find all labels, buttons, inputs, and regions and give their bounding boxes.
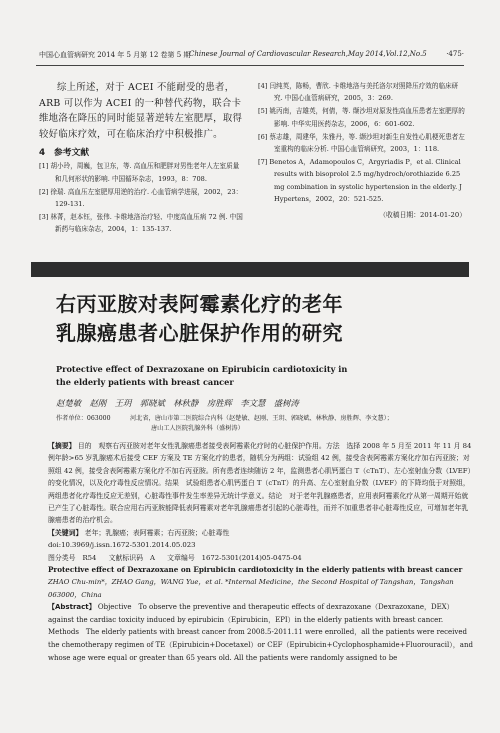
reference-item: [3] 林菁，赵本钰，张伟. 卡维地洛治疗轻、中度高血压病 72 例. 中国新药与临床杂志，2004，1：135-137.	[39, 213, 243, 234]
abstract-block	[48, 440, 473, 664]
left-column	[39, 80, 244, 237]
article-number: 文章编号 1672-5301(2014)05-0475-04	[167, 553, 302, 562]
document-code: 文献标识码 A	[108, 553, 155, 562]
english-abstract-text: Objective To observe the preventive and therapeutic effects of dexrazoxane（Dexrazoxane，DEX）against the cardiac toxicity induced by epirubicin（Epirubicin，EPI）in the elderly patients with breast cancer. Methods The elderly patients with breast cancer from 2008.5-2011.11 were enrolled，all the patients were received the chemotherapy regimen of TE（Epirubicin+Docetaxel）or CEF（Epirubicin+Cyclophosphamide+Fluorouracil），and whose age were equal or greater than 65 years old. All the patients were randomly assigned to be	[48, 603, 473, 662]
reference-item: [5] 姚丙南，吉雄英，何倩，等. 缬沙坦对原发性高血压患者左室肥厚的影响. 中华实用医药杂志，2006，6：601-602.	[258, 107, 465, 128]
affiliation-line-1: 河北省，唐山市第二医院综合内科（赵楚敏、赵刚、王玥、郭晓斌、林秋静、房胜辉、李文慧）；	[130, 415, 393, 422]
abstract-cn-text: 目的 观察右丙亚胺对老年女性乳腺癌患者接受表阿霉素化疗时的心脏保护作用。方法 选择 2008 年 5 月至 2011 年 11 月 84 例年龄>65 岁乳腺癌术后接受 CEF 方案及 TE 方案化疗的患者，随机分为两组：试验组 42 例，接受含表阿霉素方案化疗加右丙亚胺；对照组 42 例，接受含表阿霉素方案化疗不加右丙亚胺。所有患者连续随访 2 年，监测患者心肌钙蛋白 T（cTnT）、左心室射血分数（LVEF）的变化情况，以及化疗毒性反应情况。结果 试验组患者心肌钙蛋白 T（cTnT）的升高、左心室射血分数（LVEF）的下降均低于对照组，两组患者化疗毒性反应无差别，心脏毒性事件发生率差异无统计学意义。结论 对于老年乳腺癌患者，应用表阿霉素化疗从第一周期开始就已产生了心脏毒性。联合应用右丙亚胺能降低表阿霉素对老年乳腺癌患者引起的心脏毒性，而并不加重患者非心脏毒性反应，可增加老年乳腺癌患者的治疗机会。	[48, 442, 472, 525]
reference-item: [7] Benetos A，Adamopoulos C，Argyriadis P，et al. Clinical results with bisoprolol 2.5 mg/hydroch/orothiazide 6.25 mg combination in systolic hypertension in the elderly. J Hypertens，2002，20：521-525.	[258, 158, 462, 203]
title-en-line-2: the elderly patients with breast cancer	[56, 377, 234, 387]
author-list: 赵楚敏 赵刚 王玥 郭晓斌 林秋静 房胜辉 李文慧 盛树涛	[56, 398, 299, 408]
page-number: ·475·	[446, 50, 464, 58]
reference-item: [1] 胡小玲，周巍，包卫东，等. 高血压和肥胖对男性老年人左室质量和几何形状的影响. 中国循环杂志，1993，8：708.	[39, 162, 240, 183]
keywords-label: 【关键词】	[48, 528, 83, 537]
article-title-en	[56, 363, 466, 389]
references-heading: 4 参考文献	[39, 148, 90, 159]
classification-line	[48, 552, 473, 564]
article-separator-band	[31, 262, 469, 277]
right-column	[258, 80, 466, 219]
title-en-line-1: Protective effect of Dexrazoxane on Epirubicin cardiotoxicity in	[56, 364, 348, 374]
article-title-cn	[56, 290, 476, 348]
reference-item: [4] 闫纯英，陈畅，曹欣. 卡维地洛与美托洛尔对照降压疗效的临床研究. 中国心血管病研究，2005，3：269.	[258, 82, 459, 103]
reference-item: [6] 蔡志雄，周建华，朱雅丹，等. 缬沙坦对新生自发性心肌梗死患者左室重构的临床分析. 中国心血管病研究，2003，1：118.	[258, 132, 465, 154]
received-date: （收稿日期：2014-01-20）	[379, 211, 466, 220]
keywords	[48, 527, 473, 539]
abstract-cn	[48, 440, 473, 527]
header-rule	[36, 65, 464, 66]
affiliation-line-2: 唐山工人医院乳腺外科（盛树涛）	[151, 425, 244, 432]
keywords-text: 老年；乳腺癌；表阿霉素；右丙亚胺；心脏毒性	[84, 528, 230, 537]
header-journal-cn: 中国心血管病研究 2014 年 5 月第 12 卷第 5 期	[39, 51, 191, 59]
abstract-cn-label: 【摘要】	[48, 442, 76, 450]
english-abstract-label: 【Abstract】	[48, 603, 96, 612]
english-authors: ZHAO Chu-min*，ZHAO Gang，WANG Yue，et al. *Internal Medicine，the Second Hospital of Tangshan，Tangshan 063000，China	[48, 578, 454, 599]
title-cn-line-1: 右丙亚胺对表阿霉素化疗的老年	[56, 292, 343, 316]
reference-item: [2] 徐瑞. 高血压左室肥厚用逆的治疗. 心血管病学进展，2002，23：129-131.	[39, 187, 243, 208]
running-header	[39, 50, 464, 62]
doi: doi:10.3969/j.issn.1672-5301.2014.05.023	[48, 541, 196, 550]
affiliation-label: 作者单位：063000	[56, 415, 111, 422]
conclusion-paragraph: 综上所述，对于 ACEI 不能耐受的患者，ARB 可以作为 ACEI 的一种替代药物，联合卡维地洛在降压的同时能显著逆转左室肥厚，取得较好临床疗效，可在临床治疗中积极推广。	[39, 82, 243, 140]
english-title: Protective effect of Dexrazoxane on Epirubicin cardiotoxicity in the elderly patients with breast cancer	[48, 565, 463, 575]
english-abstract	[48, 601, 473, 664]
clc-number: 图分类号 R54	[48, 553, 97, 562]
header-journal-en: Chinese Journal of Cardiovascular Research,May 2014,Vol.12,No.5	[189, 50, 427, 58]
title-cn-line-2: 乳腺癌患者心脏保护作用的研究	[56, 321, 343, 345]
affiliation	[56, 414, 476, 434]
